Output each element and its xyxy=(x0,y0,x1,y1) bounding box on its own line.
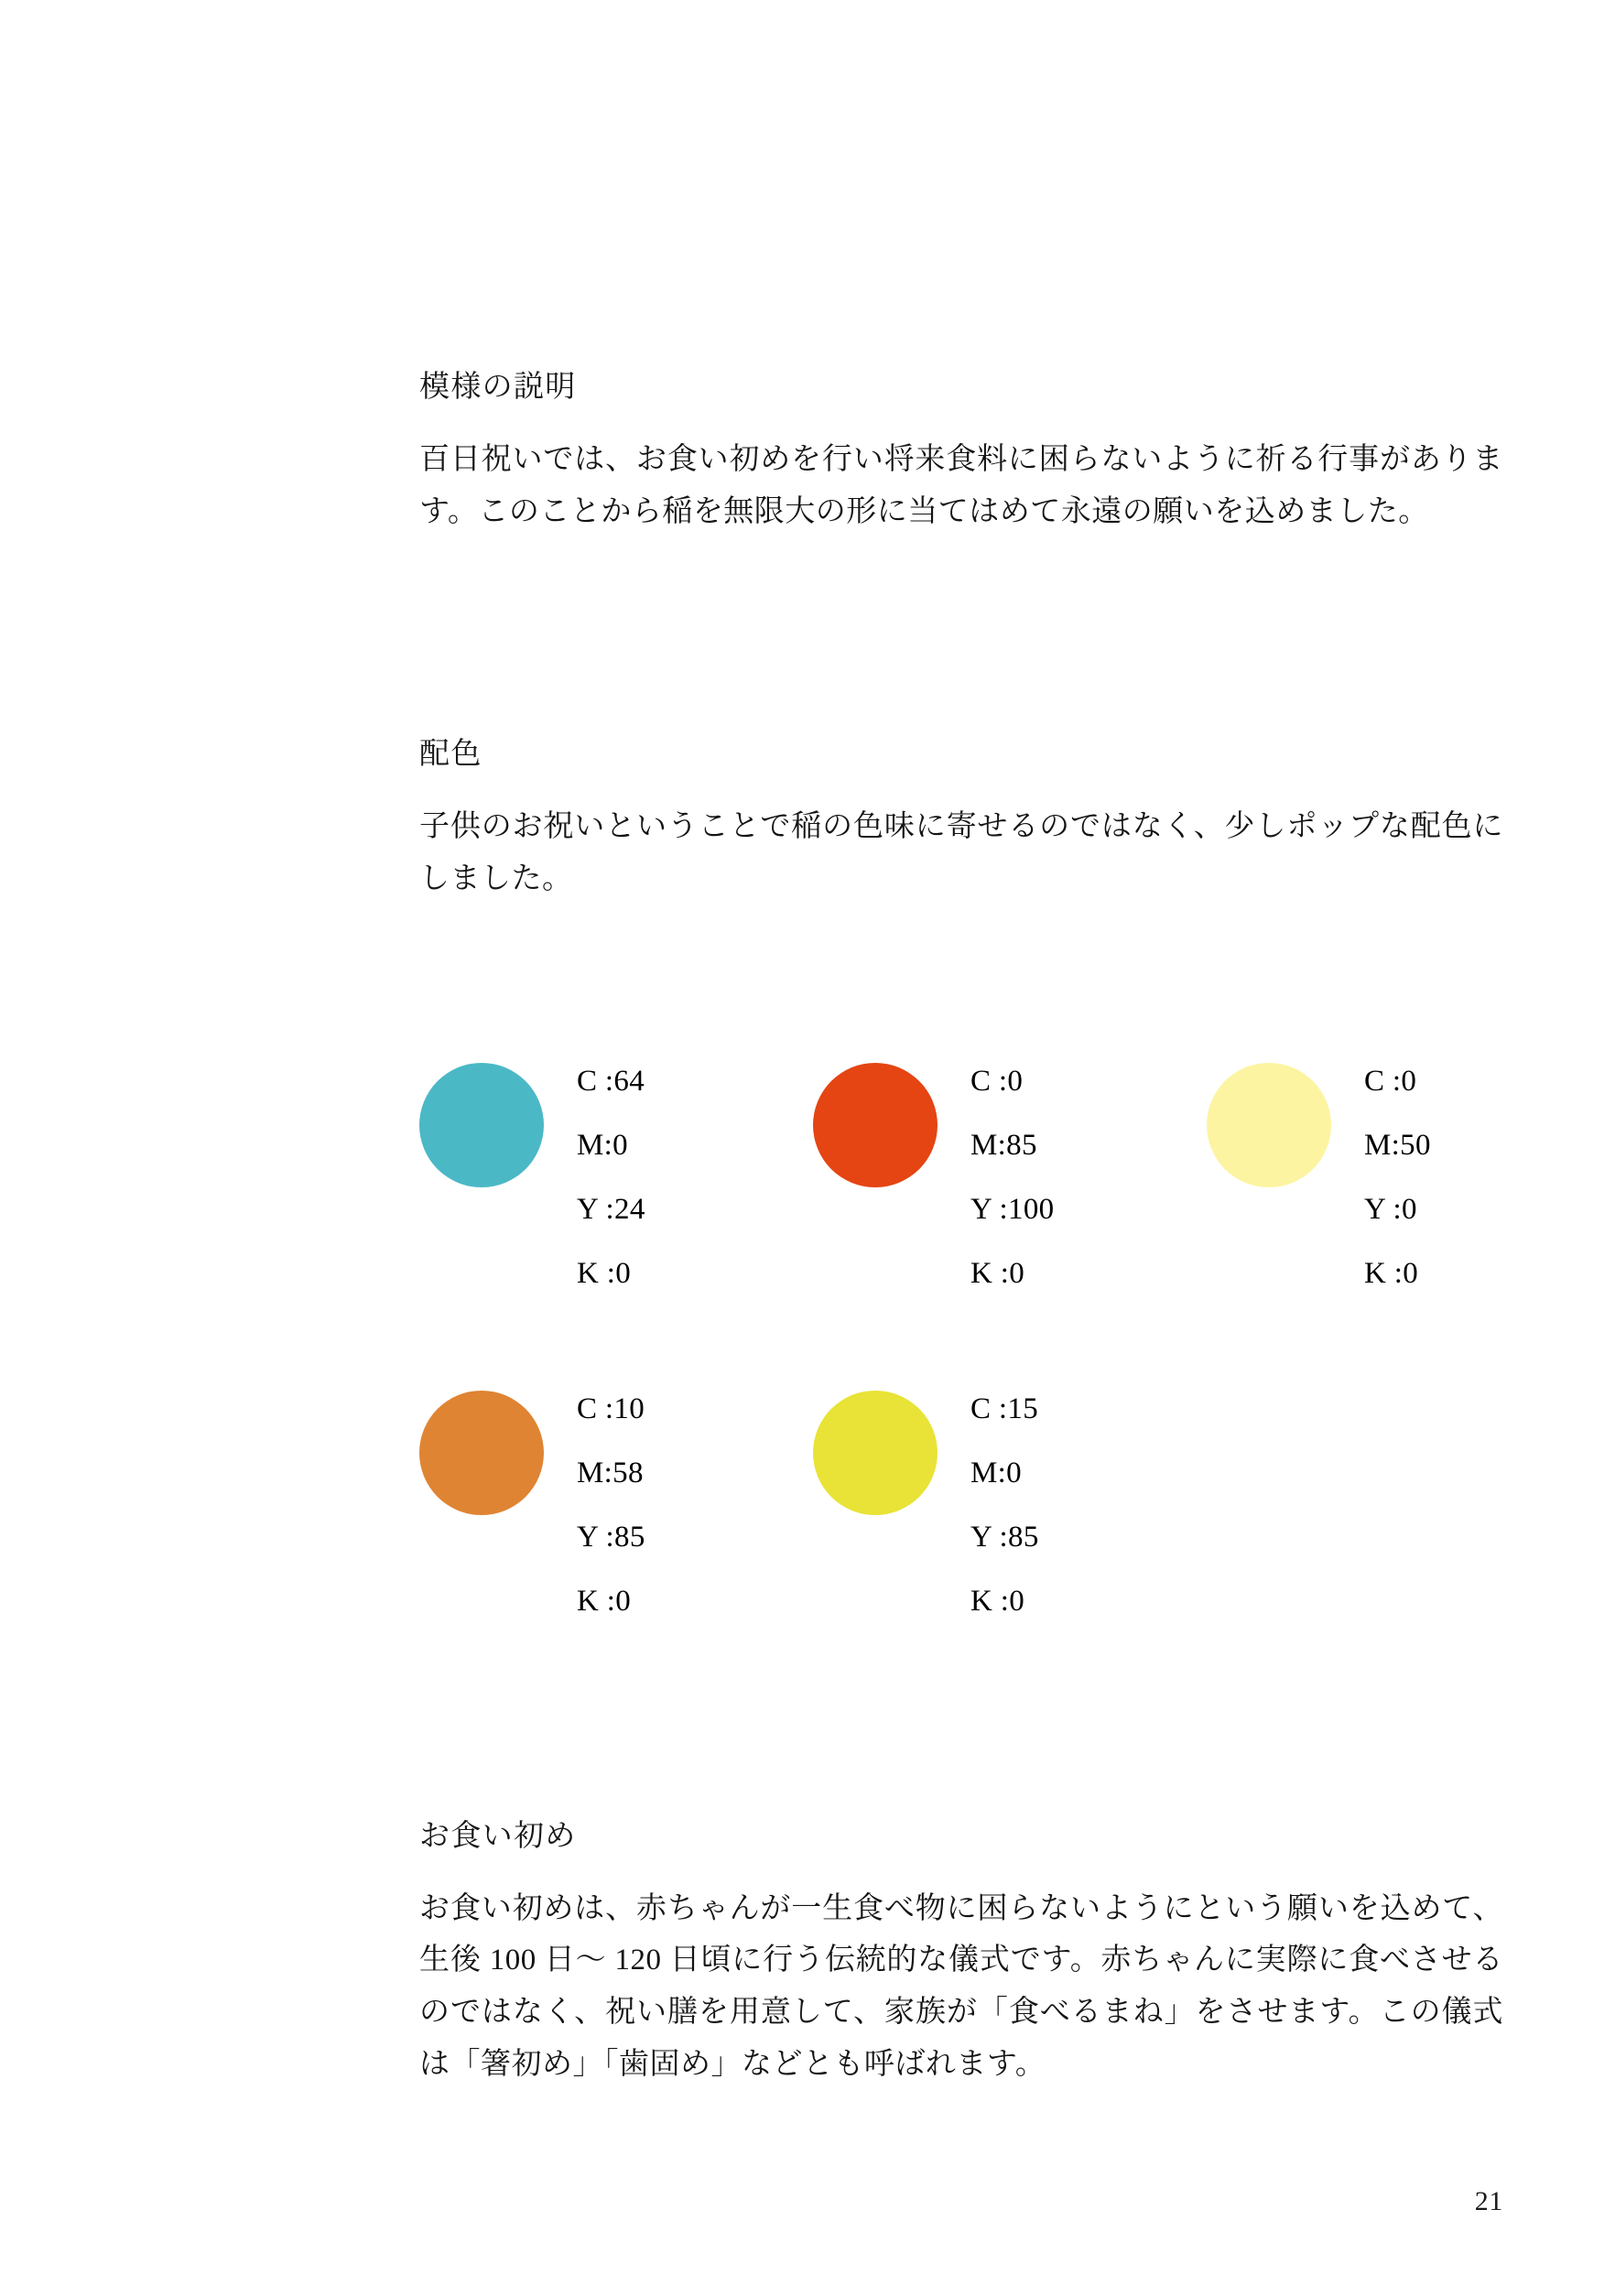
cmyk-key: K :0 xyxy=(577,1257,632,1291)
palette-spacer-bottom xyxy=(419,1706,1503,1815)
color-swatch xyxy=(813,1378,1207,1706)
cmyk-magenta: M:50 xyxy=(1364,1129,1431,1163)
heading-okuizome: お食い初め xyxy=(419,1819,577,1853)
cmyk-yellow: Y :0 xyxy=(1364,1193,1417,1227)
cmyk-cyan: C :10 xyxy=(577,1392,645,1426)
cmyk-key: K :0 xyxy=(577,1585,632,1619)
color-palette-grid xyxy=(419,1050,1600,1706)
color-swatch xyxy=(419,1378,813,1706)
cmyk-cyan: C :15 xyxy=(970,1392,1039,1426)
cmyk-values xyxy=(577,1050,645,1306)
cmyk-magenta: M:0 xyxy=(970,1457,1023,1490)
cmyk-values xyxy=(970,1050,1055,1306)
palette-spacer-top xyxy=(419,905,1503,1050)
paragraph-color-scheme: 子供のお祝いということで稲の色味に寄せるのではなく、少しポップな配色にしました。 xyxy=(419,810,1503,895)
color-dot-yellow xyxy=(813,1391,938,1515)
cmyk-yellow: Y :100 xyxy=(970,1193,1055,1227)
cmyk-yellow: Y :85 xyxy=(970,1521,1039,1554)
cmyk-cyan: C :0 xyxy=(970,1065,1024,1099)
section-color-scheme xyxy=(419,733,1503,904)
cmyk-magenta: M:58 xyxy=(577,1457,644,1490)
cmyk-yellow: Y :24 xyxy=(577,1193,645,1227)
color-dot-teal xyxy=(419,1063,544,1187)
paragraph-okuizome: お食い初めは、赤ちゃんが一生食べ物に困らないようにという願いを込めて、生後 100 日〜 120 日頃に行う伝統的な儀式です。赤ちゃんに実際に食べさせるのではなく、祝い膳を用意して、家族が「食べるまね」をさせます。この儀式は「箸初め」「歯固め」などとも呼ばれます。 xyxy=(419,1891,1503,2081)
section-spacer xyxy=(419,537,1503,733)
section-pattern-description xyxy=(419,366,1503,537)
cmyk-cyan: C :0 xyxy=(1364,1065,1417,1099)
cmyk-cyan: C :64 xyxy=(577,1065,645,1099)
color-dot-orange xyxy=(419,1391,544,1515)
color-swatch xyxy=(813,1050,1207,1378)
cmyk-values xyxy=(1364,1050,1431,1306)
cmyk-values xyxy=(577,1378,645,1634)
cmyk-values xyxy=(970,1378,1039,1634)
heading-color-scheme: 配色 xyxy=(419,738,482,772)
color-dot-vermilion xyxy=(813,1063,938,1187)
page-number: 21 xyxy=(1474,2186,1503,2216)
cmyk-magenta: M:0 xyxy=(577,1129,629,1163)
cmyk-key: K :0 xyxy=(1364,1257,1419,1291)
heading-pattern-description: 模様の説明 xyxy=(419,371,577,404)
cmyk-yellow: Y :85 xyxy=(577,1521,645,1554)
color-swatch xyxy=(419,1050,813,1378)
paragraph-pattern-description: 百日祝いでは、お食い初めを行い将来食料に困らないように祈る行事があります。このことから稲を無限大の形に当てはめて永遠の願いを込めました。 xyxy=(419,442,1503,528)
cmyk-magenta: M:85 xyxy=(970,1129,1037,1163)
page-content xyxy=(419,366,1503,2091)
color-swatch xyxy=(1207,1050,1600,1378)
cmyk-key: K :0 xyxy=(970,1257,1025,1291)
color-dot-pale-yellow xyxy=(1207,1063,1331,1187)
cmyk-key: K :0 xyxy=(970,1585,1025,1619)
section-okuizome xyxy=(419,1815,1503,2091)
